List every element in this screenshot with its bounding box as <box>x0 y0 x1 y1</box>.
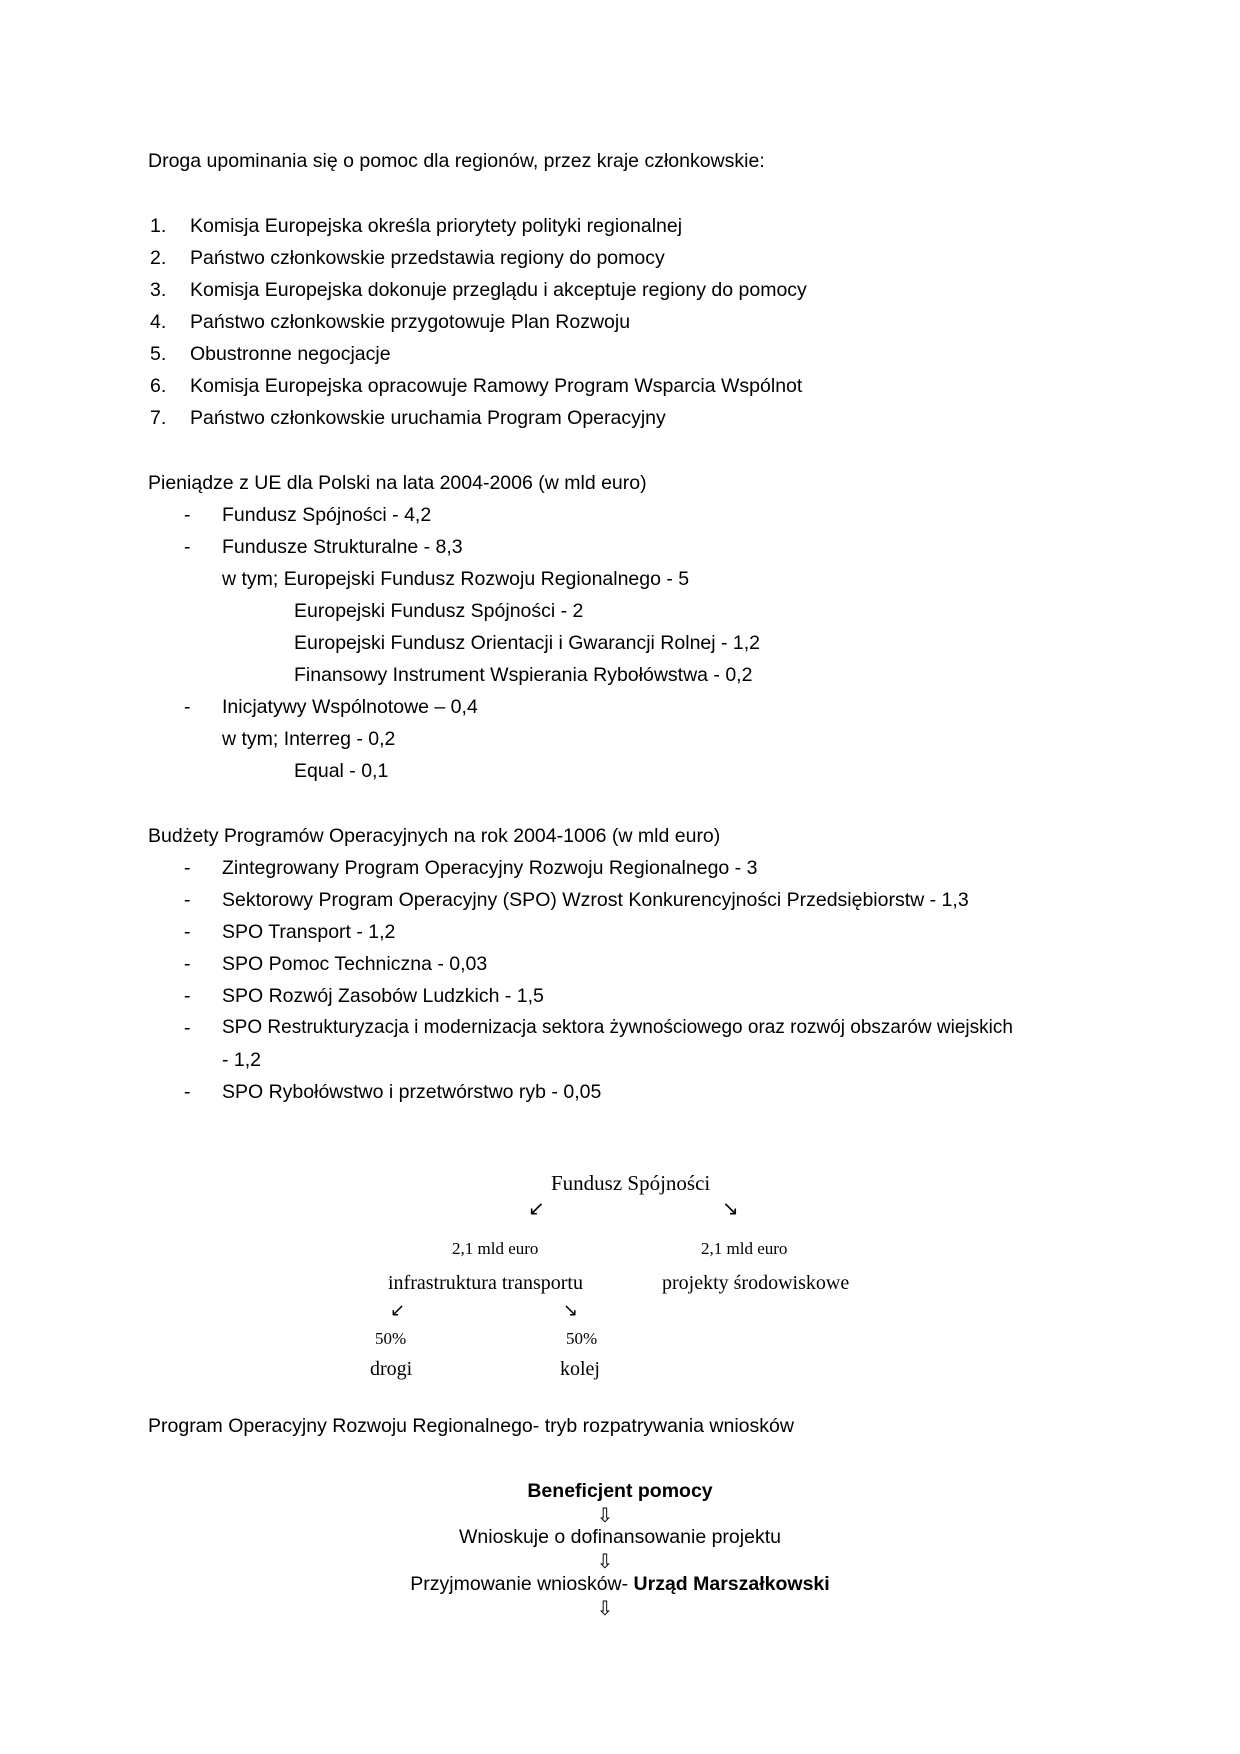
arrow-down-left-icon: ↙ <box>390 1300 406 1321</box>
list-item <box>150 277 807 303</box>
arrow-down-right-icon: ↘ <box>722 1196 739 1220</box>
step-text: Państwo członkowskie przedstawia regiony do pomocy <box>190 247 665 269</box>
dash-bullet: - <box>184 985 191 1007</box>
budgets-heading: Budżety Programów Operacyjnych na rok 2004-1006 (w mld euro) <box>148 825 721 847</box>
dash-bullet: - <box>184 953 191 975</box>
list-item <box>150 213 682 239</box>
rail-percent: 50% <box>566 1329 598 1348</box>
fund-sub-item: w tym; Interreg - 0,2 <box>222 728 396 750</box>
fund-sub-item: Europejski Fundusz Orientacji i Gwarancji Rolnej - 1,2 <box>294 632 761 654</box>
fund-sub-item: Europejski Fundusz Spójności - 2 <box>294 600 584 622</box>
flow-step-application: Wnioskuje o dofinansowanie projektu <box>459 1526 781 1548</box>
fund-sub-item: Finansowy Instrument Wspierania Rybołówstwa - 0,2 <box>294 664 753 686</box>
fund-sub-item: Equal - 0,1 <box>294 760 389 782</box>
dash-bullet: - <box>184 696 191 718</box>
budget-item: Sektorowy Program Operacyjny (SPO) Wzrost Konkurencyjności Przedsiębiorstw - 1,3 <box>222 889 969 911</box>
diagram-root: Fundusz Spójności <box>551 1171 711 1195</box>
right-label: projekty środowiskowe <box>662 1272 850 1294</box>
step-number: 5. <box>150 343 167 365</box>
dash-bullet: - <box>184 536 191 558</box>
budget-item: SPO Pomoc Techniczna - 0,03 <box>222 953 488 975</box>
dash-bullet: - <box>184 1081 191 1103</box>
step-number: 7. <box>150 407 167 429</box>
arrow-down-icon: ⇩ <box>596 1596 614 1620</box>
step-text: Państwo członkowskie przygotowuje Plan Rozwoju <box>190 311 631 333</box>
step-number: 3. <box>150 279 167 301</box>
dash-bullet: - <box>184 1017 191 1039</box>
budget-item: SPO Restrukturyzacja i modernizacja sektora żywnościowego oraz rozwój obszarów wiejskich <box>222 1017 1013 1038</box>
list-item <box>150 405 666 431</box>
budget-item: SPO Rozwój Zasobów Ludzkich - 1,5 <box>222 985 544 1007</box>
flow-step-intake-prefix: Przyjmowanie wniosków- <box>410 1573 634 1595</box>
fund-structural: Fundusze Strukturalne - 8,3 <box>222 536 463 558</box>
dash-bullet: - <box>184 889 191 911</box>
dash-bullet: - <box>184 921 191 943</box>
dash-bullet: - <box>184 857 191 879</box>
rail-label: kolej <box>560 1358 600 1380</box>
funds-heading: Pieniądze z UE dla Polski na lata 2004-2006 (w mld euro) <box>148 472 647 494</box>
budget-item: SPO Rybołówstwo i przetwórstwo ryb - 0,05 <box>222 1081 602 1103</box>
step-text: Komisja Europejska opracowuje Ramowy Program Wsparcia Wspólnot <box>190 375 803 397</box>
budget-item: SPO Transport - 1,2 <box>222 921 396 943</box>
flow-step-intake <box>410 1571 829 1597</box>
roads-label: drogi <box>370 1358 413 1380</box>
list-item <box>150 245 665 271</box>
flow-heading: Program Operacyjny Rozwoju Regionalnego- tryb rozpatrywania wniosków <box>148 1415 794 1437</box>
roads-percent: 50% <box>375 1329 407 1348</box>
right-amount: 2,1 mld euro <box>701 1239 788 1258</box>
intro-heading: Droga upominania się o pomoc dla regionów, przez kraje członkowskie: <box>148 150 765 172</box>
step-text: Obustronne negocjacje <box>190 343 391 365</box>
step-number: 2. <box>150 247 167 269</box>
list-item <box>150 373 802 399</box>
arrow-down-icon: ⇩ <box>596 1503 614 1527</box>
budget-item: Zintegrowany Program Operacyjny Rozwoju Regionalnego - 3 <box>222 857 758 879</box>
list-item <box>150 309 630 335</box>
step-text: Komisja Europejska określa priorytety polityki regionalnej <box>190 215 683 237</box>
step-number: 1. <box>150 215 167 237</box>
step-number: 4. <box>150 311 167 333</box>
budget-item-continuation: - 1,2 <box>222 1049 262 1071</box>
step-text: Komisja Europejska dokonuje przeglądu i akceptuje regiony do pomocy <box>190 279 807 301</box>
flow-step-beneficiary: Beneficjent pomocy <box>527 1480 713 1502</box>
fund-initiatives: Inicjatywy Wspólnotowe – 0,4 <box>222 696 478 718</box>
fund-cohesion: Fundusz Spójności - 4,2 <box>222 504 432 526</box>
fund-sub-item: w tym; Europejski Fundusz Rozwoju Regionalnego - 5 <box>222 568 690 590</box>
flow-step-intake-office: Urząd Marszałkowski <box>633 1573 830 1595</box>
arrow-down-right-icon: ↘ <box>563 1300 579 1321</box>
arrow-down-left-icon: ↙ <box>528 1196 545 1220</box>
left-amount: 2,1 mld euro <box>452 1239 539 1258</box>
step-number: 6. <box>150 375 167 397</box>
list-item <box>150 341 391 367</box>
dash-bullet: - <box>184 504 191 526</box>
arrow-down-icon: ⇩ <box>596 1549 614 1573</box>
step-text: Państwo członkowskie uruchamia Program Operacyjny <box>190 407 666 429</box>
left-label: infrastruktura transportu <box>388 1272 583 1294</box>
